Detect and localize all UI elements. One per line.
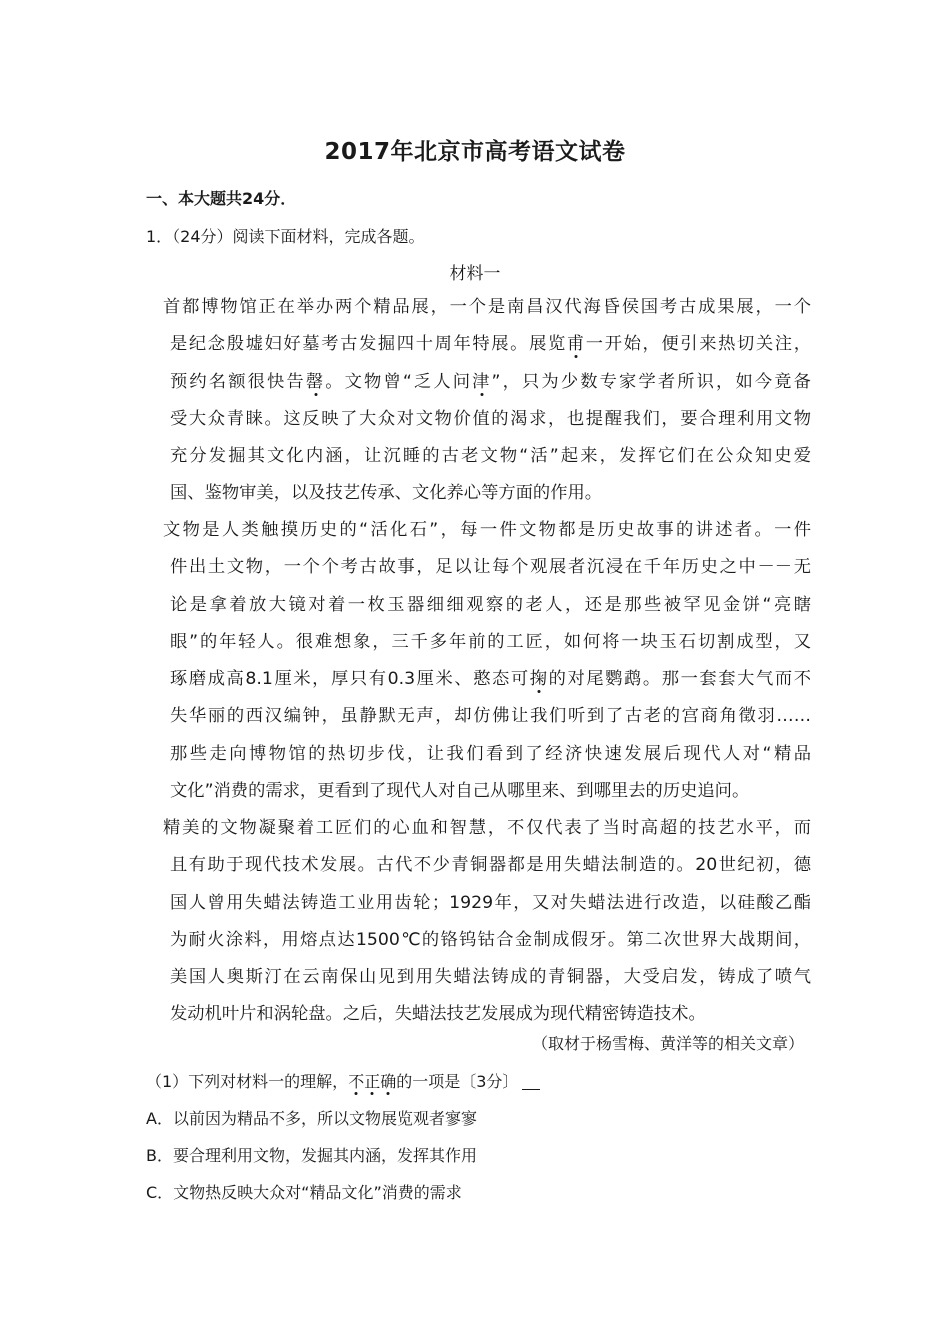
text-run: 。文物曾“乏人问 xyxy=(325,371,473,392)
text-run: 文化”消费的需求，更看到了现代人对自己从哪里来、到哪里去的历史追问。 xyxy=(170,781,750,802)
emphasis-char: 罄 xyxy=(305,371,326,392)
paragraph-line xyxy=(163,885,811,922)
text-run: 预约名额很快告 xyxy=(170,371,306,392)
emphasis-char: 不 xyxy=(348,1072,365,1091)
sub-question-prefix: （1）下列对材料一的理解， xyxy=(146,1072,349,1091)
paragraph-2 xyxy=(163,512,811,810)
emphasis-char: 甫 xyxy=(566,334,586,355)
text-run: 论是拿着放大镜对着一枚玉器细细观察的老人，还是那些被罕见金饼“亮瞎 xyxy=(170,594,811,615)
paragraph-line xyxy=(163,661,811,698)
paragraph-line xyxy=(163,922,811,959)
paragraph-line xyxy=(163,475,811,512)
text-run: 国人曾用失蜡法铸造工业用齿轮；1929年，又对失蜡法进行改造，以硅酸乙酯 xyxy=(170,892,811,913)
text-run: 一开始，便引来热切关注， xyxy=(585,334,811,355)
text-run: 且有助于现代技术发展。古代不少青铜器都是用失蜡法制造的。20世纪初，德 xyxy=(170,855,811,876)
paragraph-3 xyxy=(163,810,811,1034)
source-citation: （取材于杨雪梅、黄洋等的相关文章） xyxy=(531,1034,804,1053)
answer-blank[interactable] xyxy=(522,1073,540,1090)
text-run: ”，只为少数专家学者所识，如今竟备 xyxy=(491,371,811,392)
text-run: 件出土文物，一个个考古故事，足以让每个观展者沉浸在千年历史之中－－无 xyxy=(170,557,811,578)
paragraph-1 xyxy=(163,289,811,513)
emphasis-char: 津 xyxy=(472,371,492,392)
sub-question-1 xyxy=(146,1069,540,1092)
question-stem: 1．（24分）阅读下面材料，完成各题。 xyxy=(146,227,425,246)
paragraph-line xyxy=(163,289,811,326)
emphasis-char: 正 xyxy=(364,1072,381,1091)
text-run: 失华丽的西汉编钟，虽静默无声，却仿佛让我们听到了古老的宫商角徵羽…… xyxy=(170,706,811,727)
text-run: 为耐火涂料，用熔点达1500℃的铬钨钴合金制成假牙。第二次世界大战期间， xyxy=(170,929,811,950)
option-c[interactable]: C．文物热反映大众对“精品文化”消费的需求 xyxy=(146,1183,462,1202)
paragraph-line xyxy=(163,364,811,401)
sub-question-suffix: 的一项是〔3分〕 xyxy=(396,1072,519,1091)
paragraph-line xyxy=(163,736,811,773)
text-run: 眼”的年轻人。很难想象，三千多年前的工匠，如何将一块玉石切割成型，又 xyxy=(170,631,811,652)
section-heading: 一、本大题共24分． xyxy=(146,189,297,208)
text-run: 充分发掘其文化内涵，让沉睡的古老文物“活”起来，发挥它们在公众知史爱 xyxy=(170,446,811,467)
paragraph-line xyxy=(163,773,811,810)
paragraph-line xyxy=(163,549,811,586)
text-run: 那些走向博物馆的热切步伐，让我们看到了经济快速发展后现代人对“精品 xyxy=(170,743,811,764)
text-run: 琢磨成高8.1厘米，厚只有0.3厘米、憨态可 xyxy=(170,669,530,690)
text-run: 受大众青睐。这反映了大众对文物价值的渴求，也提醒我们，要合理利用文物 xyxy=(170,408,811,429)
paragraph-line xyxy=(163,512,811,549)
text-run: 精美的文物凝聚着工匠们的心血和智慧，不仅代表了当时高超的技艺水平，而 xyxy=(163,818,811,838)
paragraph-line xyxy=(163,847,811,884)
paragraph-line xyxy=(163,996,811,1033)
emphasis-char: 掬 xyxy=(529,669,549,690)
paragraph-line xyxy=(163,959,811,996)
paragraph-line xyxy=(163,810,811,847)
option-b[interactable]: B．要合理利用文物，发掘其内涵，发挥其作用 xyxy=(146,1146,477,1165)
paragraph-line xyxy=(163,438,811,475)
text-run: 国、鉴物审美，以及技艺传承、文化养心等方面的作用。 xyxy=(170,483,603,504)
text-run: 是纪念殷墟妇好墓考古发掘四十周年特展。展览 xyxy=(170,334,567,355)
emphasis-char: 确 xyxy=(380,1072,397,1091)
text-run: 的对尾鹦鹉。那一套套大气而不 xyxy=(548,669,811,690)
paragraph-line xyxy=(163,698,811,735)
text-run: 文物是人类触摸历史的“活化石”，每一件文物都是历史故事的讲述者。一件 xyxy=(163,520,811,540)
text-run: 首都博物馆正在举办两个精品展，一个是南昌汉代海昏侯国考古成果展，一个 xyxy=(163,297,811,317)
page-title: 2017年北京市高考语文试卷 xyxy=(324,139,626,165)
text-run: 美国人奥斯汀在云南保山见到用失蜡法铸成的青铜器，大受启发，铸成了喷气 xyxy=(170,967,811,988)
paragraph-line xyxy=(163,624,811,661)
material-title: 材料一 xyxy=(449,264,501,284)
paragraph-line xyxy=(163,326,811,363)
text-run: 发动机叶片和涡轮盘。之后，失蜡法技艺发展成为现代精密铸造技术。 xyxy=(170,1004,706,1025)
paragraph-line xyxy=(163,401,811,438)
option-a[interactable]: A．以前因为精品不多，所以文物展览观者寥寥 xyxy=(146,1109,477,1128)
paragraph-line xyxy=(163,587,811,624)
